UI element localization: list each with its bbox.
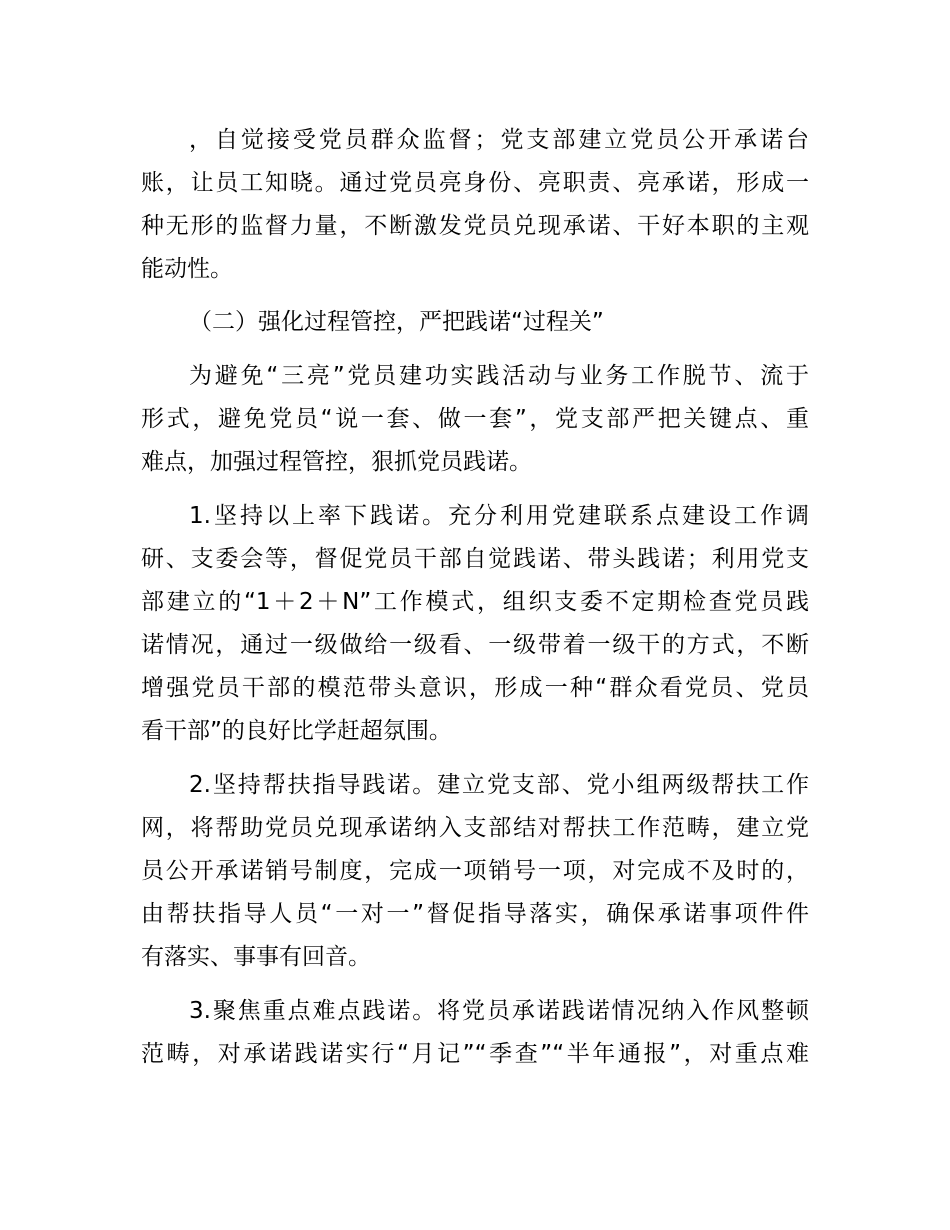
paragraph-3-line-3: 部建立的“1＋2＋N”工作模式，组织支委不定期检查党员践 [141,589,809,615]
paragraph-5-line-2: 范畴，对承诺践诺实行“月记”“季查”“半年通报”，对重点难 [141,1041,809,1067]
paragraph-3-line-1: 1.坚持以上率下践诺。充分利用党建联系点建设工作调 [189,503,809,529]
paragraph-4-line-4: 由帮扶指导人员“一对一”督促指导落实，确保承诺事项件件 [141,901,809,927]
paragraph-4-line-2: 网，将帮助党员兑现承诺纳入支部结对帮扶工作范畴，建立党 [141,815,809,841]
paragraph-2-line-2: 形式，避免党员“说一套、做一套”，党支部严把关键点、重 [141,406,809,432]
paragraph-4-line-5: 有落实、事事有回音。 [141,944,371,970]
paragraph-1-line-4: 能动性。 [141,256,233,282]
paragraph-3-line-6: 看干部”的良好比学赶超氛围。 [141,718,452,744]
paragraph-3-line-4: 诺情况，通过一级做给一级看、一级带着一级干的方式，不断 [141,632,809,658]
paragraph-1-line-2: 账，让员工知晓。通过党员亮身份、亮职责、亮承诺，形成一 [141,170,809,196]
paragraph-5-line-1: 3.聚焦重点难点践诺。将党员承诺践诺情况纳入作风整顿 [189,998,809,1024]
paragraph-2-line-1: 为避免“三亮”党员建功实践活动与业务工作脱节、流于 [189,363,809,389]
paragraph-1-line-1: ，自觉接受党员群众监督；党支部建立党员公开承诺台 [189,127,809,153]
section-heading: （二）强化过程管控，严把践诺“过程关” [189,309,604,335]
paragraph-3-line-2: 研、支委会等，督促党员干部自觉践诺、带头践诺；利用党支 [141,546,809,572]
paragraph-3-line-5: 增强党员干部的模范带头意识，形成一种“群众看党员、党员 [141,675,809,701]
paragraph-4-line-1: 2.坚持帮扶指导践诺。建立党支部、党小组两级帮扶工作 [189,772,809,798]
paragraph-1-line-3: 种无形的监督力量，不断激发党员兑现承诺、干好本职的主观 [141,213,809,239]
paragraph-4-line-3: 员公开承诺销号制度，完成一项销号一项，对完成不及时的， [141,858,809,884]
paragraph-2-line-3: 难点，加强过程管控，狠抓党员践诺。 [141,449,532,475]
